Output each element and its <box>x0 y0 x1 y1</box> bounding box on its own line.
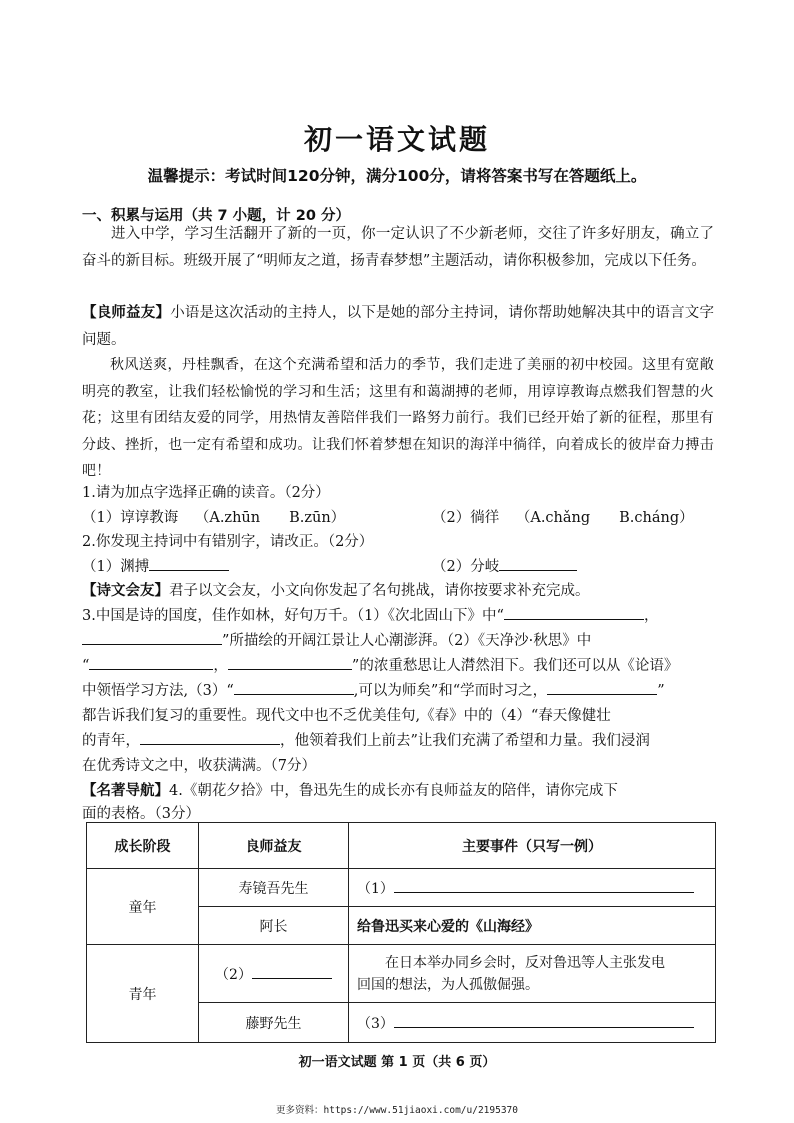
part2-text: 君子以文会友，小文向你发起了名句挑战，请你按要求补充完成。 <box>169 583 590 599</box>
intro-paragraph: 进入中学，学习生活翻开了新的一页，你一定认识了不少新老师，交往了许多好朋友，确立了奋斗的新目标。班级开展了“明师友之道，扬青春梦想”主题活动，请你积极参加，完成以下任务。 <box>82 226 714 269</box>
q3-text: ” <box>657 683 665 699</box>
question-2-stem: 2.你发现主持词中有错别字，请改正。（2分） <box>82 534 374 550</box>
question-3-line-4 <box>82 679 665 703</box>
q3-text: ， <box>213 658 228 674</box>
question-1-stem: 1.请为加点字选择正确的读音。（2分） <box>82 485 330 501</box>
question-2-item-b <box>432 555 577 579</box>
q3-text: 3.中国是诗的国度，佳作如林，好句万千。（1）《次北固山下》中“ <box>82 608 504 624</box>
option-a-choices: （A.zhūn B.zūn） <box>194 510 346 526</box>
answer-blank[interactable] <box>149 556 229 571</box>
part3-text: 4.《朝花夕拾》中，鲁迅先生的成长亦有良师益友的陪伴，请你完成下 <box>169 783 618 799</box>
q3-text: 的青年， <box>82 733 140 749</box>
event-cell <box>349 945 716 1003</box>
q3-text: ”所描绘的开阔江景让人心潮澎湃。（2）《天净沙·秋思》中 <box>222 633 592 649</box>
friend-cell: 寿镜吾先生 <box>199 869 349 907</box>
friend-cell: 阿长 <box>199 907 349 945</box>
question-3-line-1 <box>82 604 658 628</box>
option-a-label: （1）谆谆教诲 <box>82 510 179 526</box>
event-label: （1） <box>357 880 394 897</box>
table-header: 良师益友 <box>199 823 349 869</box>
q3-text: ”的浓重愁思让人潸然泪下。我们还可以从《论语》 <box>351 658 679 674</box>
question-1-option-a <box>82 506 345 530</box>
part1-paragraph <box>82 300 714 353</box>
friend-cell: 藤野先生 <box>199 1003 349 1043</box>
section-heading: 一、积累与运用（共 7 小题，计 20 分） <box>82 208 350 224</box>
question-3-line-6 <box>82 729 650 753</box>
answer-blank[interactable] <box>228 655 352 670</box>
option-b-choices: （A.chǎng B.cháng） <box>515 510 694 526</box>
question-3-line-5: 都告诉我们复习的重要性。现代文中也不乏优美佳句,《春》中的（4）“春天像健壮 <box>82 708 611 724</box>
q3-text: ,可以为师矣”和“学而时习之， <box>353 683 548 699</box>
page-title: 初一语文试题 <box>303 123 490 156</box>
event-cell: 给鲁迅买来心爱的《山海经》 <box>349 907 716 945</box>
event-cell <box>349 869 716 907</box>
q3-text: “ <box>82 658 90 674</box>
table-header: 成长阶段 <box>87 823 199 869</box>
part3-tag: 【名著导航】 <box>82 783 169 799</box>
answer-blank[interactable] <box>394 1013 694 1028</box>
page-footer: 初一语文试题 第 1 页（共 6 页） <box>298 1055 496 1070</box>
answer-blank[interactable] <box>504 605 644 620</box>
q3-text: ，他领着我们上前去”让我们充满了希望和力量。我们浸润 <box>280 733 650 749</box>
question-3-line-2 <box>82 629 591 653</box>
event-cell <box>349 1003 716 1043</box>
part2-paragraph <box>82 579 590 603</box>
friend-cell <box>199 945 349 1003</box>
item-b-label: （2）分岐 <box>432 559 500 575</box>
question-3-line-7: 在优秀诗文之中，收获满满。（7分） <box>82 758 316 774</box>
question-3-line-3 <box>82 654 678 678</box>
stage-cell: 青年 <box>87 945 199 1043</box>
stage-cell: 童年 <box>87 869 199 945</box>
watermark: 更多资料：https://www.51jiaoxi.com/u/2195370 <box>276 1105 518 1116</box>
question-1-option-b <box>432 506 694 530</box>
answer-blank[interactable] <box>82 630 222 645</box>
answer-blank[interactable] <box>252 964 332 979</box>
friend-label: （2） <box>215 966 252 983</box>
q3-text: ， <box>643 608 659 624</box>
event-text: 在日本举办同乡会时，反对鲁迅等人主张发电 <box>385 954 665 971</box>
item-a-label: （1）渊搏 <box>82 559 150 575</box>
table-header-row <box>87 823 716 869</box>
q3-text: 中领悟学习方法,（3）“ <box>82 683 234 699</box>
question-2-item-a <box>82 555 229 579</box>
answer-blank[interactable] <box>394 878 694 893</box>
answer-blank[interactable] <box>547 680 657 695</box>
part3-paragraph-cont: 面的表格。（3分） <box>82 806 200 822</box>
part1-text: 小语是这次活动的主持人，以下是她的部分主持词，请你帮助她解决其中的语言文字问题。 <box>82 305 715 348</box>
table-header: 主要事件（只写一例） <box>349 823 716 869</box>
event-text: 回国的想法，为人孤傲倔强。 <box>357 976 539 993</box>
event-label: （3） <box>357 1015 394 1032</box>
table-row <box>87 945 716 1003</box>
part1-tag: 【良师益友】 <box>82 305 171 321</box>
host-script: 秋风送爽，丹桂飘香，在这个充满希望和活力的季节，我们走进了美丽的初中校园。这里有宽敞明亮的教室，让我们轻松愉悦的学习和生活；这里有和蔼湖搏的老师，用谆谆教诲点燃我们智慧的火花；这里有团结友爱的同学，用热情友善陪伴我们一路努力前行。我们已经开始了新的征程，那里有分歧、挫折，也一定有希望和成功。让我们怀着梦想在知识的海洋中徜徉，向着成长的彼岸奋力搏击吧！ <box>82 357 714 479</box>
part2-tag: 【诗文会友】 <box>82 583 169 599</box>
answer-blank[interactable] <box>499 556 577 571</box>
reading-table <box>86 822 716 1043</box>
table-row <box>87 869 716 907</box>
part3-paragraph <box>82 779 618 803</box>
exam-notice: 温馨提示：考试时间120分钟，满分100分，请将答案书写在答题纸上。 <box>147 167 647 185</box>
answer-blank[interactable] <box>89 655 213 670</box>
option-b-label: （2）徜徉 <box>432 510 500 526</box>
answer-blank[interactable] <box>234 680 354 695</box>
answer-blank[interactable] <box>140 730 280 745</box>
